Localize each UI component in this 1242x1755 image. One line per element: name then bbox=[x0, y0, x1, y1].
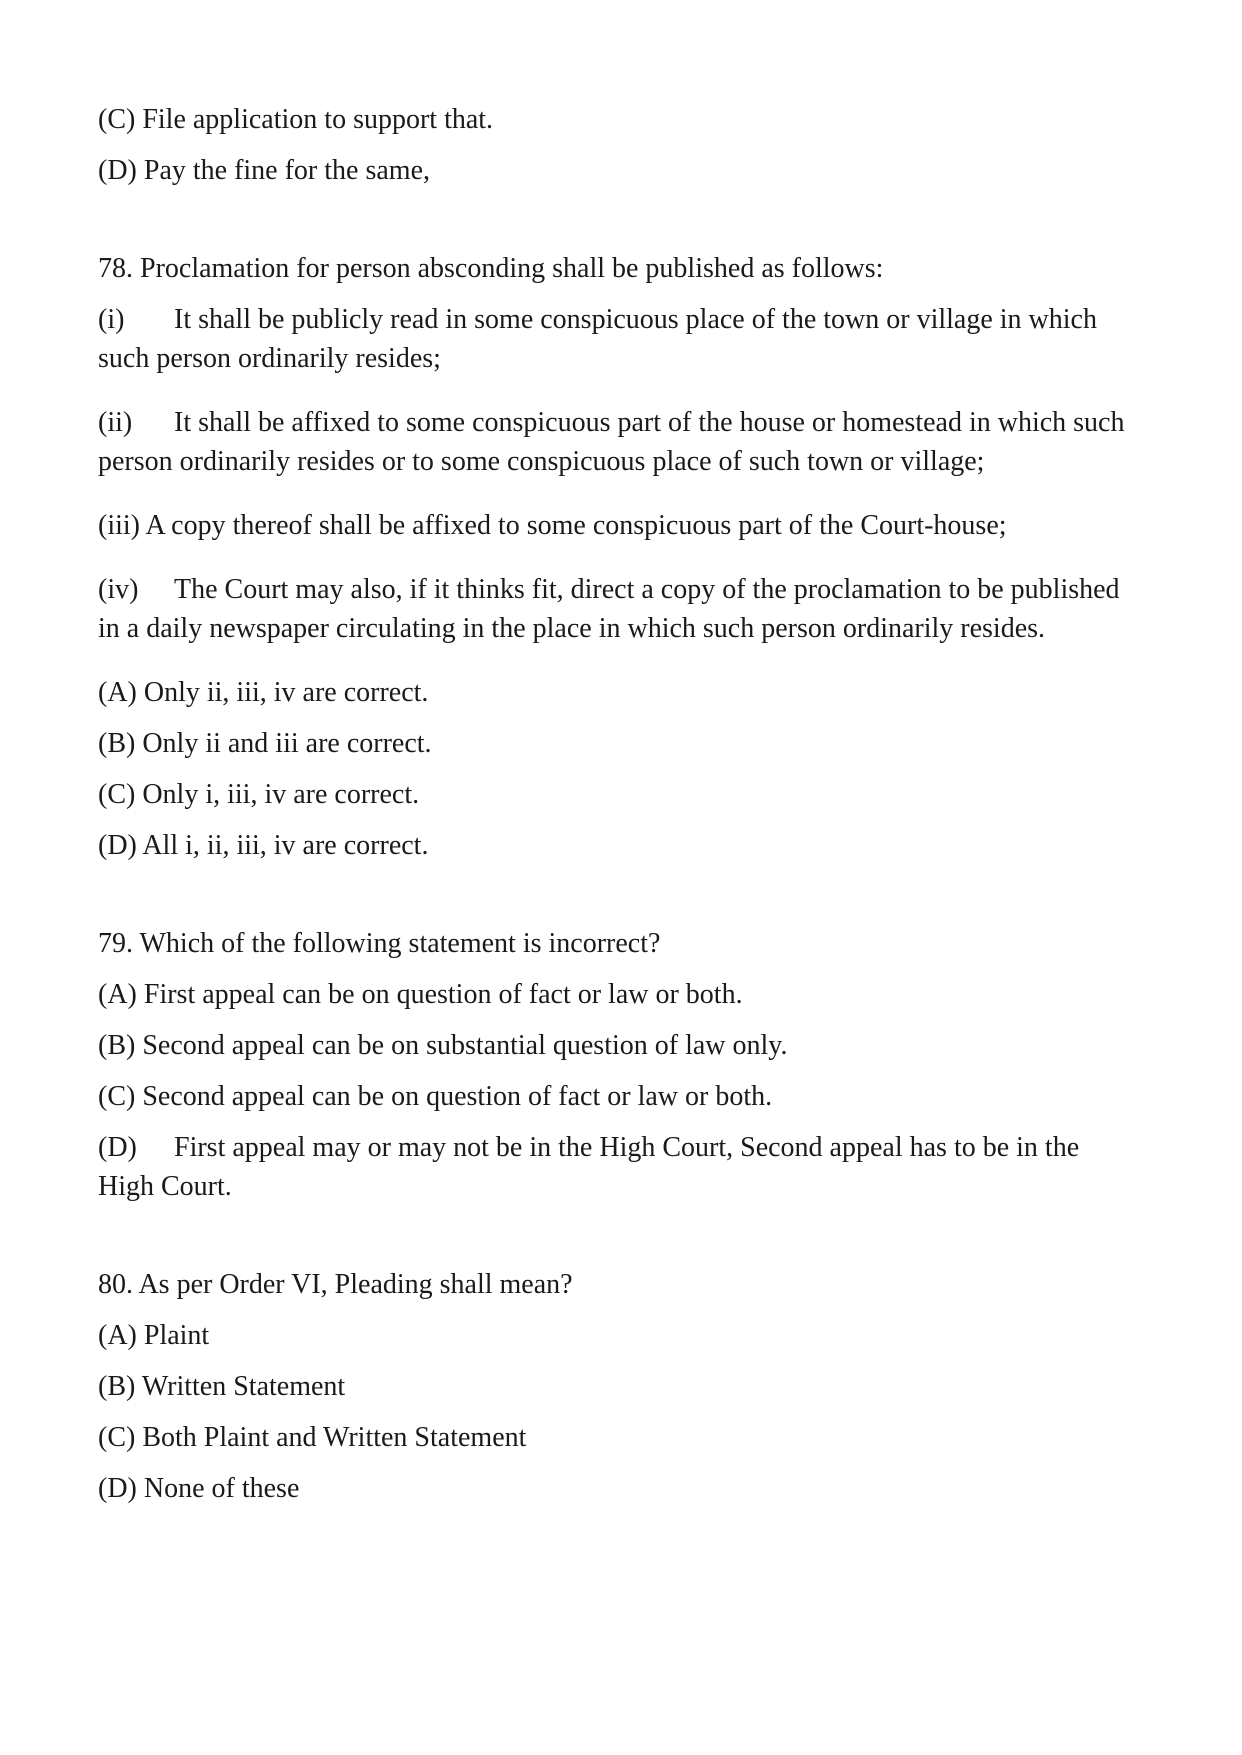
option-d: (D) None of these bbox=[98, 1473, 300, 1504]
option-d: (D) All i, ii, iii, iv are correct. bbox=[98, 830, 429, 861]
option-c: (C) Second appeal can be on question of fact or law or both. bbox=[98, 1081, 773, 1112]
option-d: (D) Pay the fine for the same, bbox=[98, 155, 430, 186]
statement-text: The Court may also, if it thinks fit, direct a copy of the proclamation to be published in a daily newspaper circulating in the place in which such person ordinarily resides. bbox=[98, 574, 1120, 644]
option-a: (A) Only ii, iii, iv are correct. bbox=[98, 677, 429, 708]
option-label: (D) bbox=[98, 1132, 137, 1163]
option-a: (A) First appeal can be on question of fact or law or both. bbox=[98, 979, 743, 1010]
statement-ii bbox=[98, 403, 1142, 481]
question-78 bbox=[98, 249, 1142, 865]
question-79 bbox=[98, 924, 1142, 1206]
question-stem: 79. Which of the following statement is incorrect? bbox=[98, 928, 661, 959]
option-b: (B) Second appeal can be on substantial question of law only. bbox=[98, 1030, 788, 1061]
option-c: (C) Both Plaint and Written Statement bbox=[98, 1422, 527, 1453]
option-b: (B) Written Statement bbox=[98, 1371, 346, 1402]
statement-number: (i) bbox=[98, 304, 125, 335]
question-stem: 78. Proclamation for person absconding shall be published as follows: bbox=[98, 253, 884, 284]
statement-text: It shall be affixed to some conspicuous part of the house or homestead in which such person ordinarily resides or to some conspicuous place of such town or village; bbox=[98, 407, 1125, 477]
option-b: (B) Only ii and iii are correct. bbox=[98, 728, 432, 759]
statement-number: (iv) bbox=[98, 574, 139, 605]
option-c: (C) File application to support that. bbox=[98, 104, 494, 135]
statement-text: A copy thereof shall be affixed to some conspicuous part of the Court-house; bbox=[145, 510, 1007, 541]
statement-text: It shall be publicly read in some conspicuous place of the town or village in which such person ordinarily resides; bbox=[98, 304, 1097, 374]
question-stem: 80. As per Order VI, Pleading shall mean? bbox=[98, 1269, 573, 1300]
option-text: First appeal may or may not be in the High Court, Second appeal has to be in the High Court. bbox=[98, 1132, 1080, 1202]
statement-iii bbox=[98, 506, 1142, 545]
statement-i bbox=[98, 300, 1142, 378]
statement-iv bbox=[98, 570, 1142, 648]
prev-question-options bbox=[98, 100, 1142, 190]
option-a: (A) Plaint bbox=[98, 1320, 210, 1351]
option-d bbox=[98, 1128, 1142, 1206]
question-80 bbox=[98, 1265, 1142, 1508]
statement-number: (iii) bbox=[98, 510, 140, 541]
statement-number: (ii) bbox=[98, 407, 133, 438]
option-c: (C) Only i, iii, iv are correct. bbox=[98, 779, 420, 810]
